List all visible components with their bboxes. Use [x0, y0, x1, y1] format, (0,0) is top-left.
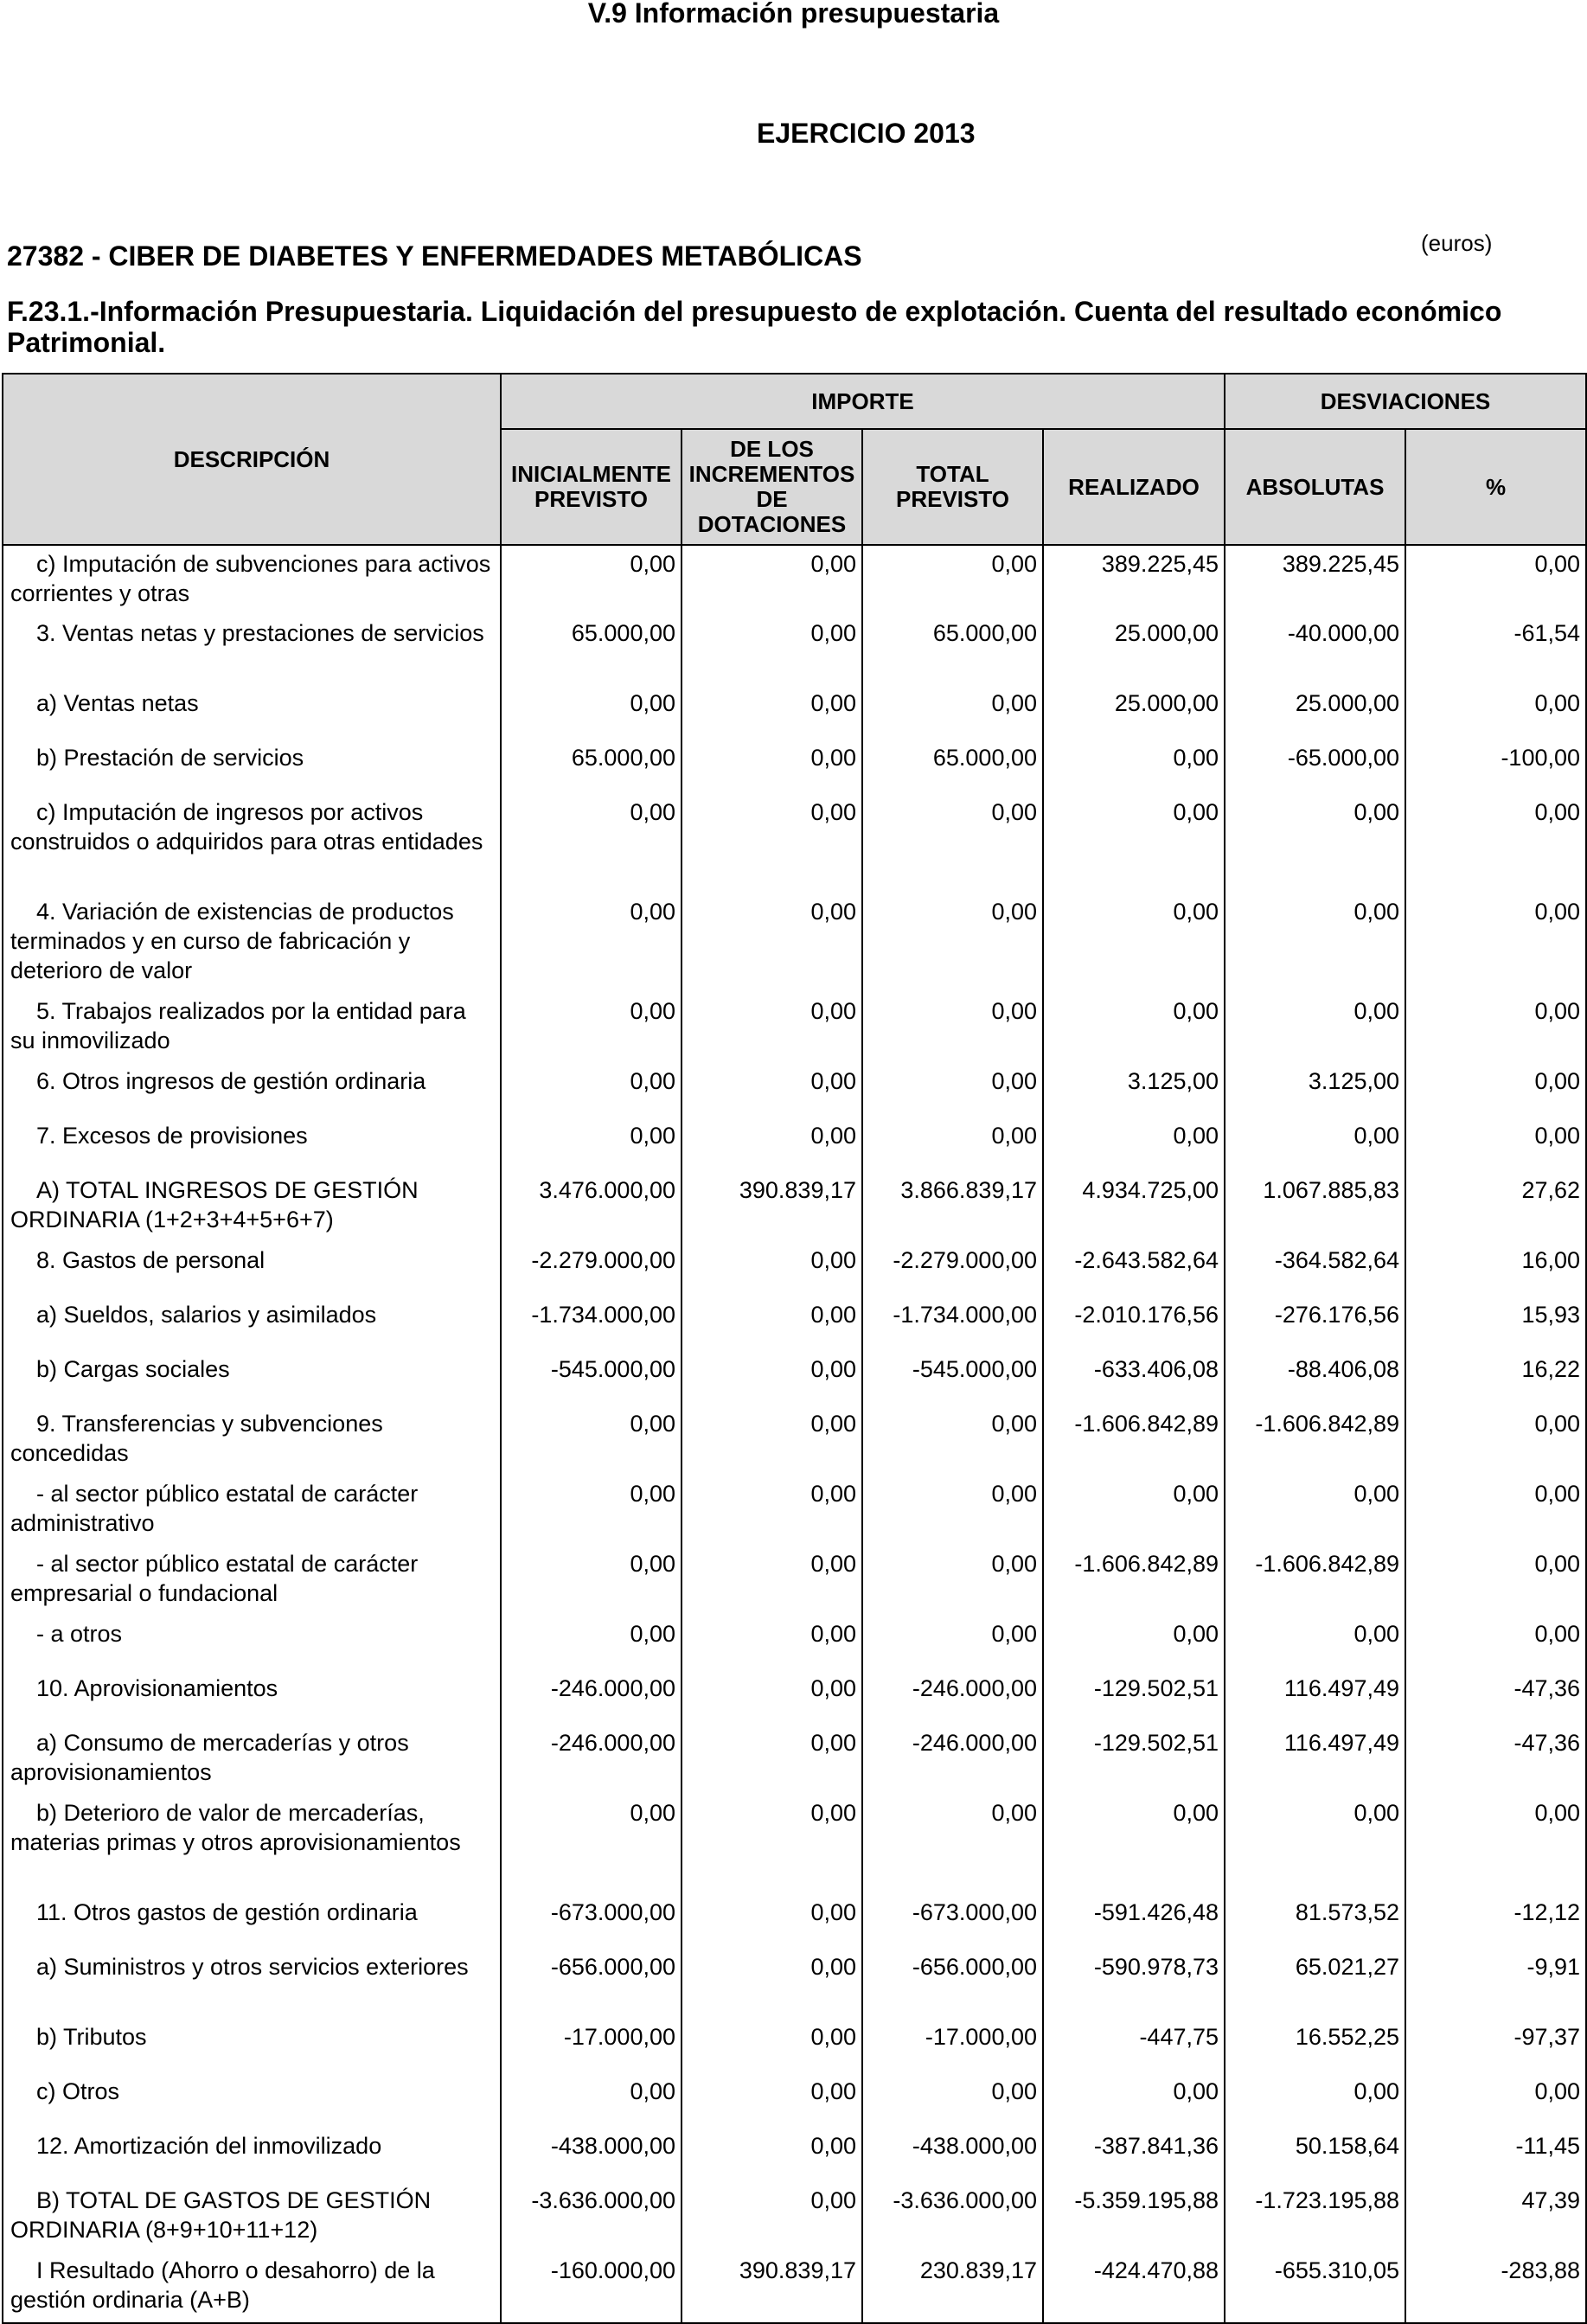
cell-absolutas: 81.573,52 [1225, 1894, 1405, 1949]
cell-realizado: 4.934.725,00 [1043, 1172, 1225, 1242]
cell-total-previsto: -246.000,00 [862, 1725, 1043, 1795]
cell-absolutas: 0,00 [1225, 2073, 1405, 2128]
cell-percent: 16,00 [1405, 1242, 1586, 1296]
cell-total-previsto: 0,00 [862, 1405, 1043, 1476]
cell-absolutas: -65.000,00 [1225, 739, 1405, 794]
cell-total-previsto: -438.000,00 [862, 2128, 1043, 2182]
cell-realizado: 0,00 [1043, 1476, 1225, 1546]
row-description: a) Suministros y otros servicios exteriores [3, 1949, 501, 2019]
cell-inicialmente-previsto: 3.476.000,00 [501, 1172, 682, 1242]
cell-percent: 16,22 [1405, 1351, 1586, 1405]
row-description: 8. Gastos de personal [3, 1242, 501, 1296]
cell-total-previsto: 0,00 [862, 1546, 1043, 1616]
table-row [3, 1242, 1586, 1296]
cell-percent: 0,00 [1405, 1405, 1586, 1476]
section-title: V.9 Información presupuestaria [587, 0, 1000, 29]
cell-absolutas: 0,00 [1225, 893, 1405, 993]
cell-realizado: -129.502,51 [1043, 1725, 1225, 1795]
cell-absolutas: -655.310,05 [1225, 2252, 1405, 2323]
cell-total-previsto: 0,00 [862, 1117, 1043, 1172]
cell-realizado: 389.225,45 [1043, 545, 1225, 615]
cell-realizado: 0,00 [1043, 1117, 1225, 1172]
table-row [3, 1894, 1586, 1949]
cell-absolutas: -40.000,00 [1225, 615, 1405, 685]
cell-inicialmente-previsto: 0,00 [501, 893, 682, 993]
row-description: A) TOTAL INGRESOS DE GESTIÓN ORDINARIA (1+2+3+4+5+6+7) [3, 1172, 501, 1242]
cell-percent: -47,36 [1405, 1725, 1586, 1795]
cell-inicialmente-previsto: 0,00 [501, 1405, 682, 1476]
cell-incrementos: 0,00 [682, 2182, 862, 2252]
cell-realizado: 0,00 [1043, 739, 1225, 794]
cell-inicialmente-previsto: -1.734.000,00 [501, 1296, 682, 1351]
table-row [3, 794, 1586, 893]
table-row [3, 739, 1586, 794]
cell-absolutas: 50.158,64 [1225, 2128, 1405, 2182]
cell-percent: 0,00 [1405, 1795, 1586, 1894]
header-group-desviaciones: DESVIACIONES [1225, 374, 1586, 429]
cell-percent: 0,00 [1405, 545, 1586, 615]
row-description: b) Cargas sociales [3, 1351, 501, 1405]
cell-incrementos: 0,00 [682, 1795, 862, 1894]
cell-inicialmente-previsto: 0,00 [501, 1616, 682, 1670]
cell-inicialmente-previsto: -2.279.000,00 [501, 1242, 682, 1296]
cell-inicialmente-previsto: 0,00 [501, 993, 682, 1063]
table-row [3, 1351, 1586, 1405]
cell-realizado: -591.426,48 [1043, 1894, 1225, 1949]
cell-absolutas: 16.552,25 [1225, 2019, 1405, 2073]
cell-percent: 0,00 [1405, 1063, 1586, 1117]
header-total-previsto: TOTAL PREVISTO [862, 429, 1043, 545]
table-row [3, 1172, 1586, 1242]
table-row [3, 1670, 1586, 1725]
table-row [3, 893, 1586, 993]
cell-total-previsto: 65.000,00 [862, 615, 1043, 685]
cell-absolutas: 0,00 [1225, 794, 1405, 893]
table-row [3, 1476, 1586, 1546]
cell-realizado: 25.000,00 [1043, 615, 1225, 685]
cell-inicialmente-previsto: -656.000,00 [501, 1949, 682, 2019]
cell-total-previsto: 0,00 [862, 1616, 1043, 1670]
table-row [3, 2252, 1586, 2323]
cell-total-previsto: 230.839,17 [862, 2252, 1043, 2323]
cell-incrementos: 0,00 [682, 615, 862, 685]
cell-absolutas: -276.176,56 [1225, 1296, 1405, 1351]
cell-percent: 0,00 [1405, 893, 1586, 993]
cell-inicialmente-previsto: -246.000,00 [501, 1670, 682, 1725]
cell-realizado: 0,00 [1043, 794, 1225, 893]
cell-realizado: -447,75 [1043, 2019, 1225, 2073]
cell-total-previsto: 0,00 [862, 1476, 1043, 1546]
cell-total-previsto: 0,00 [862, 2073, 1043, 2128]
row-description: c) Otros [3, 2073, 501, 2128]
cell-absolutas: 65.021,27 [1225, 1949, 1405, 2019]
table-row [3, 1795, 1586, 1894]
cell-percent: 0,00 [1405, 993, 1586, 1063]
cell-absolutas: 0,00 [1225, 1795, 1405, 1894]
cell-incrementos: 0,00 [682, 1476, 862, 1546]
cell-absolutas: 0,00 [1225, 1476, 1405, 1546]
cell-absolutas: 389.225,45 [1225, 545, 1405, 615]
cell-absolutas: 0,00 [1225, 993, 1405, 1063]
cell-percent: 27,62 [1405, 1172, 1586, 1242]
cell-inicialmente-previsto: -673.000,00 [501, 1894, 682, 1949]
cell-absolutas: -88.406,08 [1225, 1351, 1405, 1405]
table-row [3, 993, 1586, 1063]
row-description: - al sector público estatal de carácter empresarial o fundacional [3, 1546, 501, 1616]
cell-incrementos: 0,00 [682, 794, 862, 893]
row-description: b) Tributos [3, 2019, 501, 2073]
cell-inicialmente-previsto: 0,00 [501, 545, 682, 615]
cell-incrementos: 0,00 [682, 545, 862, 615]
cell-total-previsto: -17.000,00 [862, 2019, 1043, 2073]
cell-total-previsto: 65.000,00 [862, 739, 1043, 794]
header-absolutas: ABSOLUTAS [1225, 429, 1405, 545]
cell-percent: -11,45 [1405, 2128, 1586, 2182]
cell-incrementos: 0,00 [682, 2128, 862, 2182]
cell-incrementos: 0,00 [682, 1063, 862, 1117]
cell-realizado: 0,00 [1043, 993, 1225, 1063]
report-title: F.23.1.-Información Presupuestaria. Liquidación del presupuesto de explotación. Cuenta del resultado económico Patrimonial. [7, 296, 1502, 358]
row-description: - a otros [3, 1616, 501, 1670]
cell-inicialmente-previsto: 0,00 [501, 1063, 682, 1117]
cell-percent: -47,36 [1405, 1670, 1586, 1725]
cell-total-previsto: 3.866.839,17 [862, 1172, 1043, 1242]
cell-total-previsto: -3.636.000,00 [862, 2182, 1043, 2252]
cell-realizado: -129.502,51 [1043, 1670, 1225, 1725]
cell-total-previsto: 0,00 [862, 794, 1043, 893]
row-description: b) Deterioro de valor de mercaderías, materias primas y otros aprovisionamientos [3, 1795, 501, 1894]
table-row [3, 615, 1586, 685]
cell-incrementos: 0,00 [682, 1616, 862, 1670]
cell-absolutas: 25.000,00 [1225, 685, 1405, 739]
table-row [3, 1546, 1586, 1616]
table-row [3, 1949, 1586, 2019]
table-row [3, 1063, 1586, 1117]
cell-percent: 47,39 [1405, 2182, 1586, 2252]
cell-realizado: -2.010.176,56 [1043, 1296, 1225, 1351]
table-body [3, 545, 1586, 2323]
cell-realizado: -590.978,73 [1043, 1949, 1225, 2019]
cell-inicialmente-previsto: -246.000,00 [501, 1725, 682, 1795]
header-inicialmente-previsto: INICIALMENTE PREVISTO [501, 429, 682, 545]
row-description: a) Sueldos, salarios y asimilados [3, 1296, 501, 1351]
row-description: c) Imputación de ingresos por activos construidos o adquiridos para otras entidades [3, 794, 501, 893]
cell-incrementos: 0,00 [682, 1725, 862, 1795]
cell-total-previsto: 0,00 [862, 685, 1043, 739]
cell-incrementos: 0,00 [682, 1546, 862, 1616]
row-description: 4. Variación de existencias de productos terminados y en curso de fabricación y deterioro de valor [3, 893, 501, 993]
cell-realizado: -5.359.195,88 [1043, 2182, 1225, 2252]
row-description: a) Ventas netas [3, 685, 501, 739]
cell-absolutas: -1.606.842,89 [1225, 1546, 1405, 1616]
cell-inicialmente-previsto: -160.000,00 [501, 2252, 682, 2323]
row-description: b) Prestación de servicios [3, 739, 501, 794]
cell-incrementos: 390.839,17 [682, 1172, 862, 1242]
row-description: 11. Otros gastos de gestión ordinaria [3, 1894, 501, 1949]
cell-inicialmente-previsto: 65.000,00 [501, 739, 682, 794]
cell-realizado: 0,00 [1043, 1795, 1225, 1894]
cell-absolutas: 116.497,49 [1225, 1670, 1405, 1725]
cell-percent: -9,91 [1405, 1949, 1586, 2019]
header-realizado: REALIZADO [1043, 429, 1225, 545]
cell-realizado: 0,00 [1043, 2073, 1225, 2128]
cell-percent: -100,00 [1405, 739, 1586, 794]
header-percent: % [1405, 429, 1586, 545]
cell-absolutas: 116.497,49 [1225, 1725, 1405, 1795]
cell-percent: 0,00 [1405, 2073, 1586, 2128]
cell-realizado: -633.406,08 [1043, 1351, 1225, 1405]
cell-realizado: -1.606.842,89 [1043, 1405, 1225, 1476]
cell-incrementos: 0,00 [682, 2019, 862, 2073]
header-group-importe: IMPORTE [501, 374, 1225, 429]
cell-percent: 0,00 [1405, 1117, 1586, 1172]
table-row [3, 2073, 1586, 2128]
cell-incrementos: 0,00 [682, 1351, 862, 1405]
cell-realizado: -424.470,88 [1043, 2252, 1225, 2323]
year-title: EJERCICIO 2013 [757, 118, 976, 149]
cell-absolutas: -1.723.195,88 [1225, 2182, 1405, 2252]
cell-total-previsto: 0,00 [862, 545, 1043, 615]
cell-total-previsto: 0,00 [862, 893, 1043, 993]
row-description: 9. Transferencias y subvenciones concedidas [3, 1405, 501, 1476]
cell-incrementos: 0,00 [682, 2073, 862, 2128]
cell-percent: 15,93 [1405, 1296, 1586, 1351]
header-incrementos: DE LOS INCREMENTOS DE DOTACIONES [682, 429, 862, 545]
cell-incrementos: 0,00 [682, 1894, 862, 1949]
cell-total-previsto: -673.000,00 [862, 1894, 1043, 1949]
cell-percent: 0,00 [1405, 1476, 1586, 1546]
table-row [3, 1616, 1586, 1670]
cell-percent: 0,00 [1405, 685, 1586, 739]
cell-incrementos: 0,00 [682, 1117, 862, 1172]
table-row [3, 1117, 1586, 1172]
cell-incrementos: 0,00 [682, 893, 862, 993]
table-row [3, 1296, 1586, 1351]
cell-total-previsto: -246.000,00 [862, 1670, 1043, 1725]
budget-table [2, 373, 1587, 2324]
cell-percent: -61,54 [1405, 615, 1586, 685]
row-description: 5. Trabajos realizados por la entidad para su inmovilizado [3, 993, 501, 1063]
row-description: 3. Ventas netas y prestaciones de servicios [3, 615, 501, 685]
row-description: c) Imputación de subvenciones para activos corrientes y otras [3, 545, 501, 615]
currency-unit: (euros) [1421, 230, 1493, 256]
cell-incrementos: 390.839,17 [682, 2252, 862, 2323]
cell-absolutas: 3.125,00 [1225, 1063, 1405, 1117]
cell-realizado: 0,00 [1043, 1616, 1225, 1670]
cell-total-previsto: -545.000,00 [862, 1351, 1043, 1405]
cell-realizado: 0,00 [1043, 893, 1225, 993]
cell-percent: 0,00 [1405, 1616, 1586, 1670]
cell-inicialmente-previsto: -545.000,00 [501, 1351, 682, 1405]
cell-incrementos: 0,00 [682, 1949, 862, 2019]
row-description: 10. Aprovisionamientos [3, 1670, 501, 1725]
row-description: I Resultado (Ahorro o desahorro) de la gestión ordinaria (A+B) [3, 2252, 501, 2323]
table-row [3, 685, 1586, 739]
table-row [3, 1725, 1586, 1795]
cell-absolutas: 0,00 [1225, 1117, 1405, 1172]
cell-incrementos: 0,00 [682, 993, 862, 1063]
cell-percent: -97,37 [1405, 2019, 1586, 2073]
table-row [3, 545, 1586, 615]
cell-realizado: 3.125,00 [1043, 1063, 1225, 1117]
cell-absolutas: 0,00 [1225, 1616, 1405, 1670]
cell-total-previsto: -1.734.000,00 [862, 1296, 1043, 1351]
cell-total-previsto: 0,00 [862, 1063, 1043, 1117]
cell-inicialmente-previsto: 0,00 [501, 1476, 682, 1546]
cell-inicialmente-previsto: 65.000,00 [501, 615, 682, 685]
cell-incrementos: 0,00 [682, 1670, 862, 1725]
cell-percent: 0,00 [1405, 794, 1586, 893]
cell-percent: 0,00 [1405, 1546, 1586, 1616]
cell-inicialmente-previsto: -17.000,00 [501, 2019, 682, 2073]
cell-absolutas: 1.067.885,83 [1225, 1172, 1405, 1242]
cell-inicialmente-previsto: 0,00 [501, 1546, 682, 1616]
entity-name: 27382 - CIBER DE DIABETES Y ENFERMEDADES METABÓLICAS [7, 240, 862, 272]
cell-percent: -283,88 [1405, 2252, 1586, 2323]
cell-inicialmente-previsto: 0,00 [501, 1117, 682, 1172]
cell-incrementos: 0,00 [682, 1296, 862, 1351]
cell-realizado: -1.606.842,89 [1043, 1546, 1225, 1616]
cell-realizado: -387.841,36 [1043, 2128, 1225, 2182]
cell-absolutas: -364.582,64 [1225, 1242, 1405, 1296]
cell-inicialmente-previsto: -3.636.000,00 [501, 2182, 682, 2252]
cell-total-previsto: 0,00 [862, 993, 1043, 1063]
cell-realizado: -2.643.582,64 [1043, 1242, 1225, 1296]
cell-total-previsto: -2.279.000,00 [862, 1242, 1043, 1296]
cell-inicialmente-previsto: -438.000,00 [501, 2128, 682, 2182]
cell-incrementos: 0,00 [682, 1242, 862, 1296]
table-row [3, 1405, 1586, 1476]
cell-inicialmente-previsto: 0,00 [501, 685, 682, 739]
cell-incrementos: 0,00 [682, 739, 862, 794]
table-row [3, 2182, 1586, 2252]
cell-incrementos: 0,00 [682, 685, 862, 739]
cell-total-previsto: 0,00 [862, 1795, 1043, 1894]
cell-realizado: 25.000,00 [1043, 685, 1225, 739]
table-row [3, 2128, 1586, 2182]
table-row [3, 2019, 1586, 2073]
cell-absolutas: -1.606.842,89 [1225, 1405, 1405, 1476]
row-description: 7. Excesos de provisiones [3, 1117, 501, 1172]
cell-inicialmente-previsto: 0,00 [501, 2073, 682, 2128]
cell-total-previsto: -656.000,00 [862, 1949, 1043, 2019]
row-description: B) TOTAL DE GASTOS DE GESTIÓN ORDINARIA (8+9+10+11+12) [3, 2182, 501, 2252]
cell-inicialmente-previsto: 0,00 [501, 1795, 682, 1894]
cell-percent: -12,12 [1405, 1894, 1586, 1949]
row-description: 12. Amortización del inmovilizado [3, 2128, 501, 2182]
row-description: - al sector público estatal de carácter administrativo [3, 1476, 501, 1546]
row-description: 6. Otros ingresos de gestión ordinaria [3, 1063, 501, 1117]
header-descripcion: DESCRIPCIÓN [3, 374, 501, 545]
cell-incrementos: 0,00 [682, 1405, 862, 1476]
row-description: a) Consumo de mercaderías y otros aprovisionamientos [3, 1725, 501, 1795]
cell-inicialmente-previsto: 0,00 [501, 794, 682, 893]
